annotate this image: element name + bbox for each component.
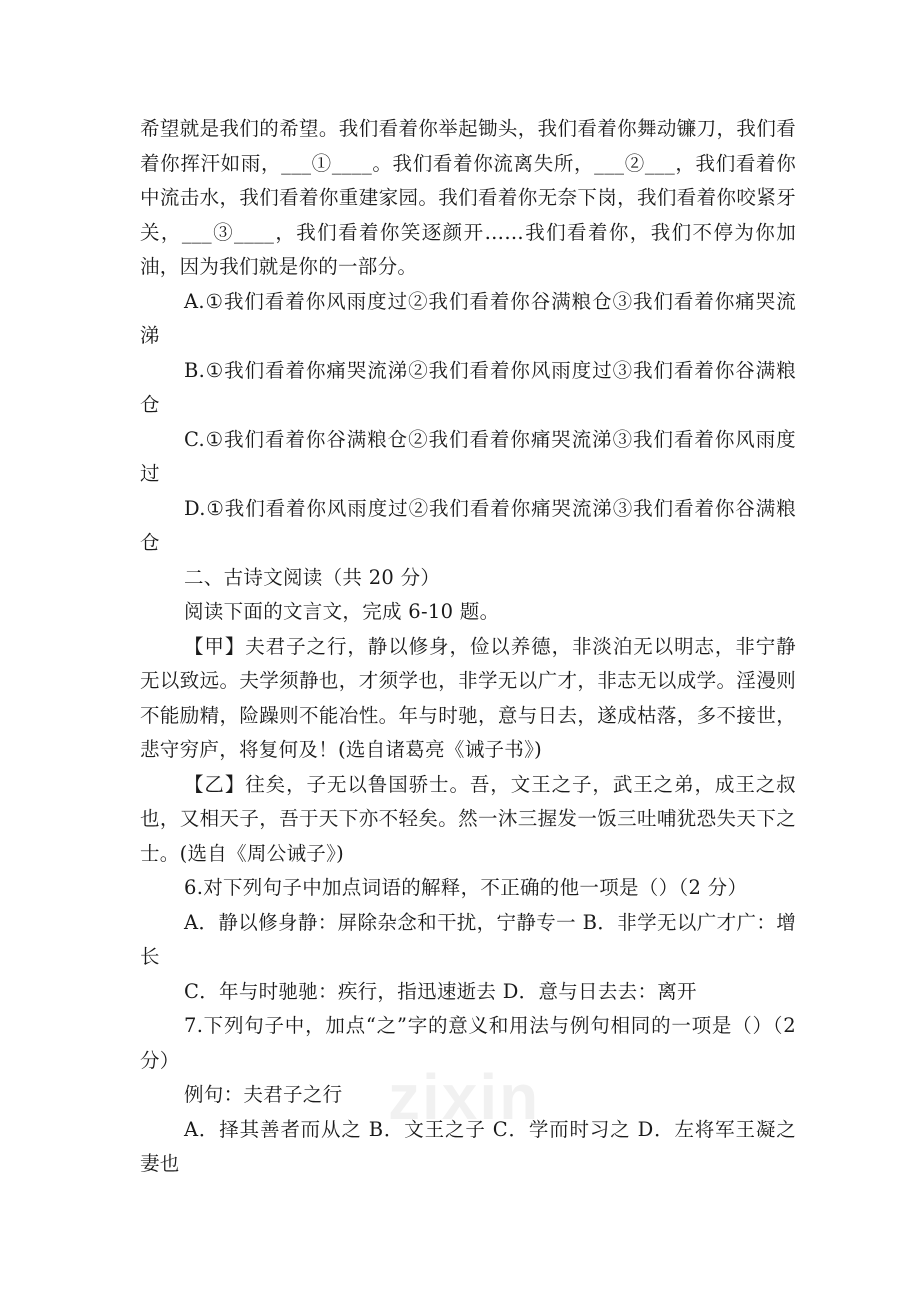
section-heading: 二、古诗文阅读（共 20 分） (184, 565, 441, 589)
q5-option-a: A.①我们看着你风雨度过②我们看着你谷满粮仓③我们看着你痛哭流涕 (140, 289, 796, 347)
q7-stem: 7.下列句子中，加点“之”字的意义和用法与例句相同的一项是（）（2 分） (140, 1014, 796, 1072)
watermark-logo: zixin (388, 1061, 541, 1133)
q7-options: A．择其善者而从之 B．文王之子 C．学而时习之 D．左将军王凝之妻也 (140, 1117, 796, 1175)
document-body (140, 112, 796, 1182)
q5-option-b: B.①我们看着你痛哭流涕②我们看着你风雨度过③我们看着你谷满粮仓 (140, 358, 796, 416)
q6-options-cd: C．年与时驰驰：疾行，指迅速逝去 D．意与日去去：离开 (184, 979, 697, 1003)
section-instruction: 阅读下面的文言文，完成 6-10 题。 (184, 600, 500, 623)
classical-text-yi: 【乙】往矣，子无以鲁国骄士。吾，文王之子，武王之弟，成王之叔也，又相天子，吾于天下亦不轻矣。然一沐三握发一饭三吐哺犹恐失天下之士。(选自《周公诫子》) (140, 772, 796, 865)
q6-options-ab: A．静以修身静：屏除杂念和干扰，宁静专一 B．非学无以广才广：增长 (140, 910, 796, 968)
q5-option-c: C.①我们看着你谷满粮仓②我们看着你痛哭流涕③我们看着你风雨度过 (140, 427, 796, 485)
classical-text-jia: 【甲】夫君子之行，静以修身，俭以养德，非淡泊无以明志，非宁静无以致远。夫学须静也，才须学也，非学无以广才，非志无以成学。淫漫则不能励精，险躁则不能冶性。年与时驰，意与日去，遂成枯落，多不接世，悲守穷庐，将复何及！(选自诸葛亮《诫子书》) (140, 634, 796, 761)
q6-stem: 6.对下列句子中加点词语的解释，不正确的他一项是（）（2 分） (184, 876, 748, 899)
passage-text: 希望就是我们的希望。我们看着你举起锄头，我们看着你舞动镰刀，我们看着你挥汗如雨，___①____。我们看着你流离失所，___②___，我们看着你中流击水，我们看着你重建家园。我们看着你无奈下岗，我们看着你咬紧牙关，___③____，我们看着你笑逐颜开……我们看着你，我们不停为你加油，因为我们就是你的一部分。 (140, 117, 796, 278)
q7-example: 例句：夫君子之行 (184, 1083, 343, 1106)
q5-option-d: D.①我们看着你风雨度过②我们看着你痛哭流涕③我们看着你谷满粮仓 (140, 496, 796, 554)
